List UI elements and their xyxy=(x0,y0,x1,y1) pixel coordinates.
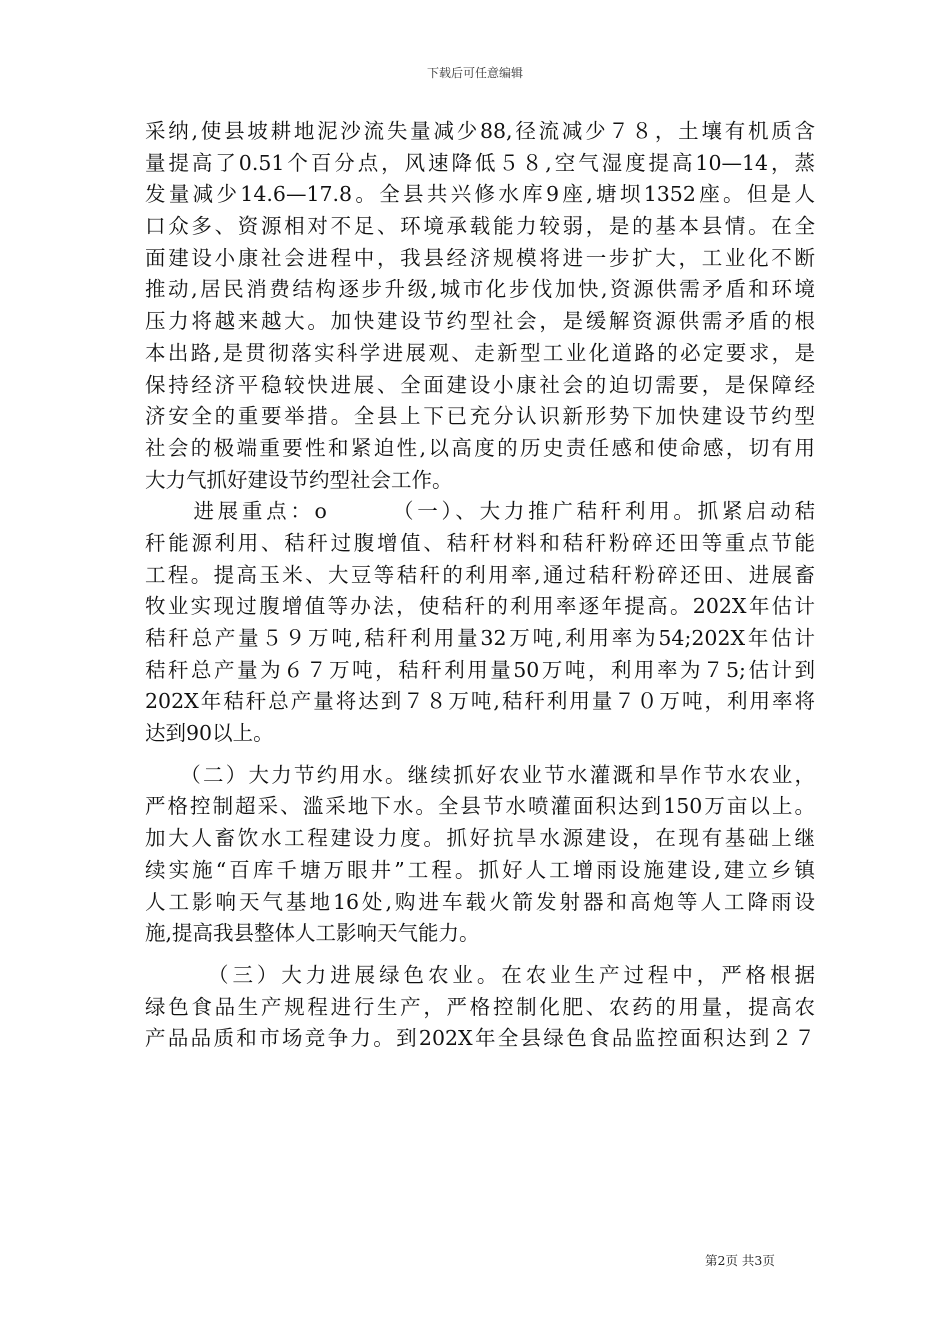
text-line: 保持经济平稳较快进展、全面建设小康社会的迫切需要，是保障经 xyxy=(145,372,815,397)
text-line: 进展重点：ο （一）、大力推广秸秆利用。抓紧启动秸 xyxy=(145,499,815,524)
paragraph-2 xyxy=(145,496,815,750)
text-line: 秸秆总产量５９万吨,秸秆利用量32万吨,利用率为54;202X年估计 xyxy=(145,626,815,650)
text-line: 采纳,使县坡耕地泥沙流失量减少88,径流减少７８，土壤有机质含 xyxy=(145,119,815,143)
text-line: 秸秆总产量为６７万吨，秸秆利用量50万吨，利用率为７5;估计到 xyxy=(145,657,815,682)
text-line: 社会的极端重要性和紧迫性,以高度的历史责任感和使命感，切有用 xyxy=(145,435,815,460)
text-line: 严格控制超采、滥采地下水。全县节水喷灌面积达到150万亩以上。 xyxy=(145,794,815,819)
paragraph-gap xyxy=(145,950,815,960)
text-line: （三）大力进展绿色农业。在农业生产过程中，严格根据 xyxy=(145,962,815,987)
text-line: 加大人畜饮水工程建设力度。抓好抗旱水源建设，在现有基础上继 xyxy=(145,826,815,851)
paragraph-gap xyxy=(145,750,815,760)
document-body xyxy=(145,116,815,1055)
paragraph-4 xyxy=(145,960,815,1055)
text-line: 202X年秸秆总产量将达到７８万吨,秸秆利用量７０万吨，利用率将 xyxy=(145,689,815,714)
text-line: 大力气抓好建设节约型社会工作。 xyxy=(145,467,453,492)
text-line: 牧业实现过腹增值等办法，使秸秆的利用率逐年提高。202X年估计 xyxy=(145,594,815,619)
text-line: 面建设小康社会进程中，我县经济规模将进一步扩大，工业化不断 xyxy=(145,245,815,270)
text-line: 量提高了0.51个百分点，风速降低５８,空气湿度提高10—14，蒸 xyxy=(145,150,815,175)
text-line: 人工影响天气基地16处,购进车载火箭发射器和高炮等人工降雨设 xyxy=(145,889,815,914)
text-line: 达到90以上。 xyxy=(145,721,274,746)
text-line: （二）大力节约用水。继续抓好农业节水灌溉和旱作节水农业， xyxy=(145,762,815,787)
text-line: 济安全的重要举措。全县上下已充分认识新形势下加快建设节约型 xyxy=(145,404,815,429)
text-line: 产品品质和市场竞争力。到202X年全县绿色食品监控面积达到２７ xyxy=(145,1026,815,1051)
text-line: 口众多、资源相对不足、环境承载能力较弱，是的基本县情。在全 xyxy=(145,214,815,239)
text-line: 续实施“百库千塘万眼井”工程。抓好人工增雨设施建设,建立乡镇 xyxy=(145,857,815,882)
text-line: 绿色食品生产规程进行生产，严格控制化肥、农药的用量，提高农 xyxy=(145,994,815,1019)
text-line: 推动,居民消费结构逐步升级,城市化步伐加快,资源供需矛盾和环境 xyxy=(145,277,815,302)
text-line: 发量减少14.6—17.8。全县共兴修水库9座,塘坝1352座。但是人 xyxy=(145,182,815,207)
text-line: 施,提高我县整体人工影响天气能力。 xyxy=(145,921,480,946)
text-line: 秆能源利用、秸秆过腹增值、秸秆材料和秸秆粉碎还田等重点节能 xyxy=(145,530,815,555)
text-line: 压力将越来越大。加快建设节约型社会，是缓解资源供需矛盾的根 xyxy=(145,309,815,334)
paragraph-3 xyxy=(145,760,815,950)
text-line: 本出路,是贯彻落实科学进展观、走新型工业化道路的必定要求，是 xyxy=(145,340,815,365)
page-header: 下载后可任意编辑 xyxy=(426,66,523,80)
page-footer: 第2页 共3页 xyxy=(705,1253,775,1268)
text-line: 工程。提高玉米、大豆等秸秆的利用率,通过秸秆粉碎还田、进展畜 xyxy=(145,562,815,587)
paragraph-1 xyxy=(145,116,815,496)
